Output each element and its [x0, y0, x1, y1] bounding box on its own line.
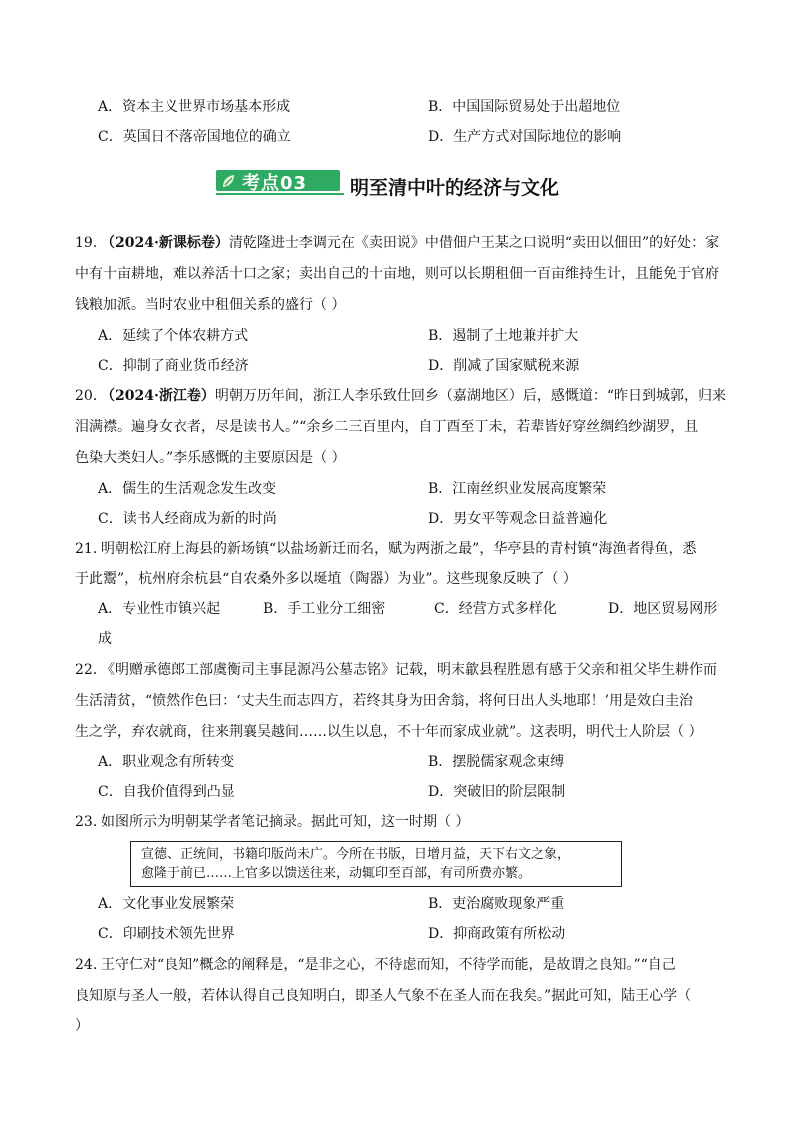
question-number: 21．: [75, 541, 107, 557]
q21-option-d: D．地区贸易网形: [608, 601, 718, 617]
q21-option-d-wrap: 成: [98, 631, 112, 647]
q21-option-c: C．经营方式多样化: [434, 601, 557, 617]
question-source: （2024·浙江卷）: [101, 388, 215, 404]
question-22: [75, 660, 717, 680]
quote-line: 愈隆于前已……上官多以馈送往来，动辄印至百部，有司所费亦繁。: [141, 866, 532, 881]
question-text-line: 明朝万历年间，浙江人李乐致仕回乡（嘉湖地区）后，感慨道：“昨日到城郭，归来: [214, 388, 726, 404]
q21-option-a: A．专业性市镇兴起: [98, 601, 221, 617]
question-source: （2024·新课标卷）: [101, 235, 229, 251]
q23-option-b: B．吏治腐败现象严重: [428, 896, 565, 912]
question-19: [75, 233, 719, 253]
question-text-line: 良知原与圣人一般，若体认得自己良知明白，即圣人气象不在圣人而在我矣。”据此可知，陆王心学（: [75, 988, 692, 1004]
q19-option-c: C．抑制了商业货币经济: [98, 358, 249, 374]
question-text-line: 泪满襟。遍身女衣者，尽是读书人。”“余乡二三百里内，自丁酉至丁未，若辈皆好穿丝绸绉纱湖罗，且: [75, 419, 699, 435]
section-title: 明至清中叶的经济与文化: [350, 177, 560, 199]
q20-option-c: C．读书人经商成为新的时尚: [98, 511, 277, 527]
question-number: 23．: [75, 814, 107, 830]
section-badge: [216, 166, 342, 196]
prev-option-b: B．中国国际贸易处于出超地位: [428, 99, 621, 115]
question-number: 24．: [75, 957, 107, 973]
question-text-line: 色染大类妇人。”李乐感慨的主要原因是（ ）: [75, 450, 346, 466]
question-text-line: 如图所示为明朝某学者笔记摘录。据此可知，这一时期（ ）: [101, 814, 470, 830]
q23-option-d: D．抑商政策有所松动: [428, 926, 566, 942]
question-number: 20．: [75, 388, 107, 404]
quote-line: 宣德、正统间，书籍印版尚未广。今所在书版，日增月益，天下右文之象，: [141, 847, 571, 862]
q20-option-d: D．男女平等观念日益普遍化: [428, 511, 608, 527]
q22-option-b: B．摆脱儒家观念束缚: [428, 754, 565, 770]
leaf-icon: [220, 172, 238, 190]
prev-option-a: A．资本主义世界市场基本形成: [98, 99, 291, 115]
section-badge-label: 考点03: [242, 173, 308, 194]
question-text-line: ）: [75, 1018, 89, 1034]
question-text-line: 中有十亩耕地，难以养活十口之家；卖出自己的十亩地，则可以长期租佃一百亩维持生计，且能免于官府: [75, 266, 719, 282]
question-20: [75, 386, 726, 406]
question-text-line: 于此鬻”，杭州府余杭县“自农桑外多以埏埴（陶器）为业”。这些现象反映了（ ）: [75, 571, 577, 587]
question-number: 22．: [75, 662, 107, 678]
question-23: [75, 812, 469, 832]
question-text-line: 生之学，弃农就商，往来荆襄吴越间……以生以息，不十年而家成业就”。这表明，明代士人阶层（ ）: [75, 724, 703, 740]
quote-box: [130, 841, 622, 887]
question-21: [75, 539, 696, 559]
question-number: 19．: [75, 235, 107, 251]
question-text-line: 明朝松江府上海县的新场镇“以盐场新迁而名，赋为两浙之最”，华亭县的青村镇“海渔者得鱼，悉: [101, 541, 697, 557]
q20-option-b: B．江南丝织业发展高度繁荣: [428, 481, 607, 497]
question-text-line: 清乾隆进士李调元在《卖田说》中借佃户王某之口说明“卖田以佃田”的好处：家: [228, 235, 720, 251]
q19-option-a: A．延续了个体农耕方式: [98, 328, 249, 344]
question-24: [75, 955, 676, 975]
q19-option-b: B．遏制了土地兼并扩大: [428, 328, 579, 344]
q22-option-d: D．突破旧的阶层限制: [428, 784, 566, 800]
question-text-line: 生活清贫，“愤然作色曰：‘丈夫生而志四方，若终其身为田舍翁，将何日出人头地耶！’用是效白圭治: [75, 693, 694, 709]
prev-option-c: C．英国日不落帝国地位的确立: [98, 129, 291, 145]
q22-option-c: C．自我价值得到凸显: [98, 784, 235, 800]
q21-option-b: B．手工业分工细密: [263, 601, 386, 617]
q22-option-a: A．职业观念有所转变: [98, 754, 235, 770]
question-text-line: 王守仁对“良知”概念的阐释是，“是非之心，不待虑而知，不待学而能，是故谓之良知。”“自己: [101, 957, 676, 973]
q19-option-d: D．削减了国家赋税来源: [428, 358, 580, 374]
q23-option-c: C．印刷技术领先世界: [98, 926, 235, 942]
question-text-line: 钱粮加派。当时农业中租佃关系的盛行（ ）: [75, 297, 346, 313]
question-text-line: 《明赠承德郎工部虞衡司主事昆源冯公墓志铭》记载，明末歙县程胜恩有感于父亲和祖父毕生耕作而: [101, 662, 717, 678]
q20-option-a: A．儒生的生活观念发生改变: [98, 481, 277, 497]
q23-option-a: A．文化事业发展繁荣: [98, 896, 235, 912]
prev-option-d: D．生产方式对国际地位的影响: [428, 129, 622, 145]
